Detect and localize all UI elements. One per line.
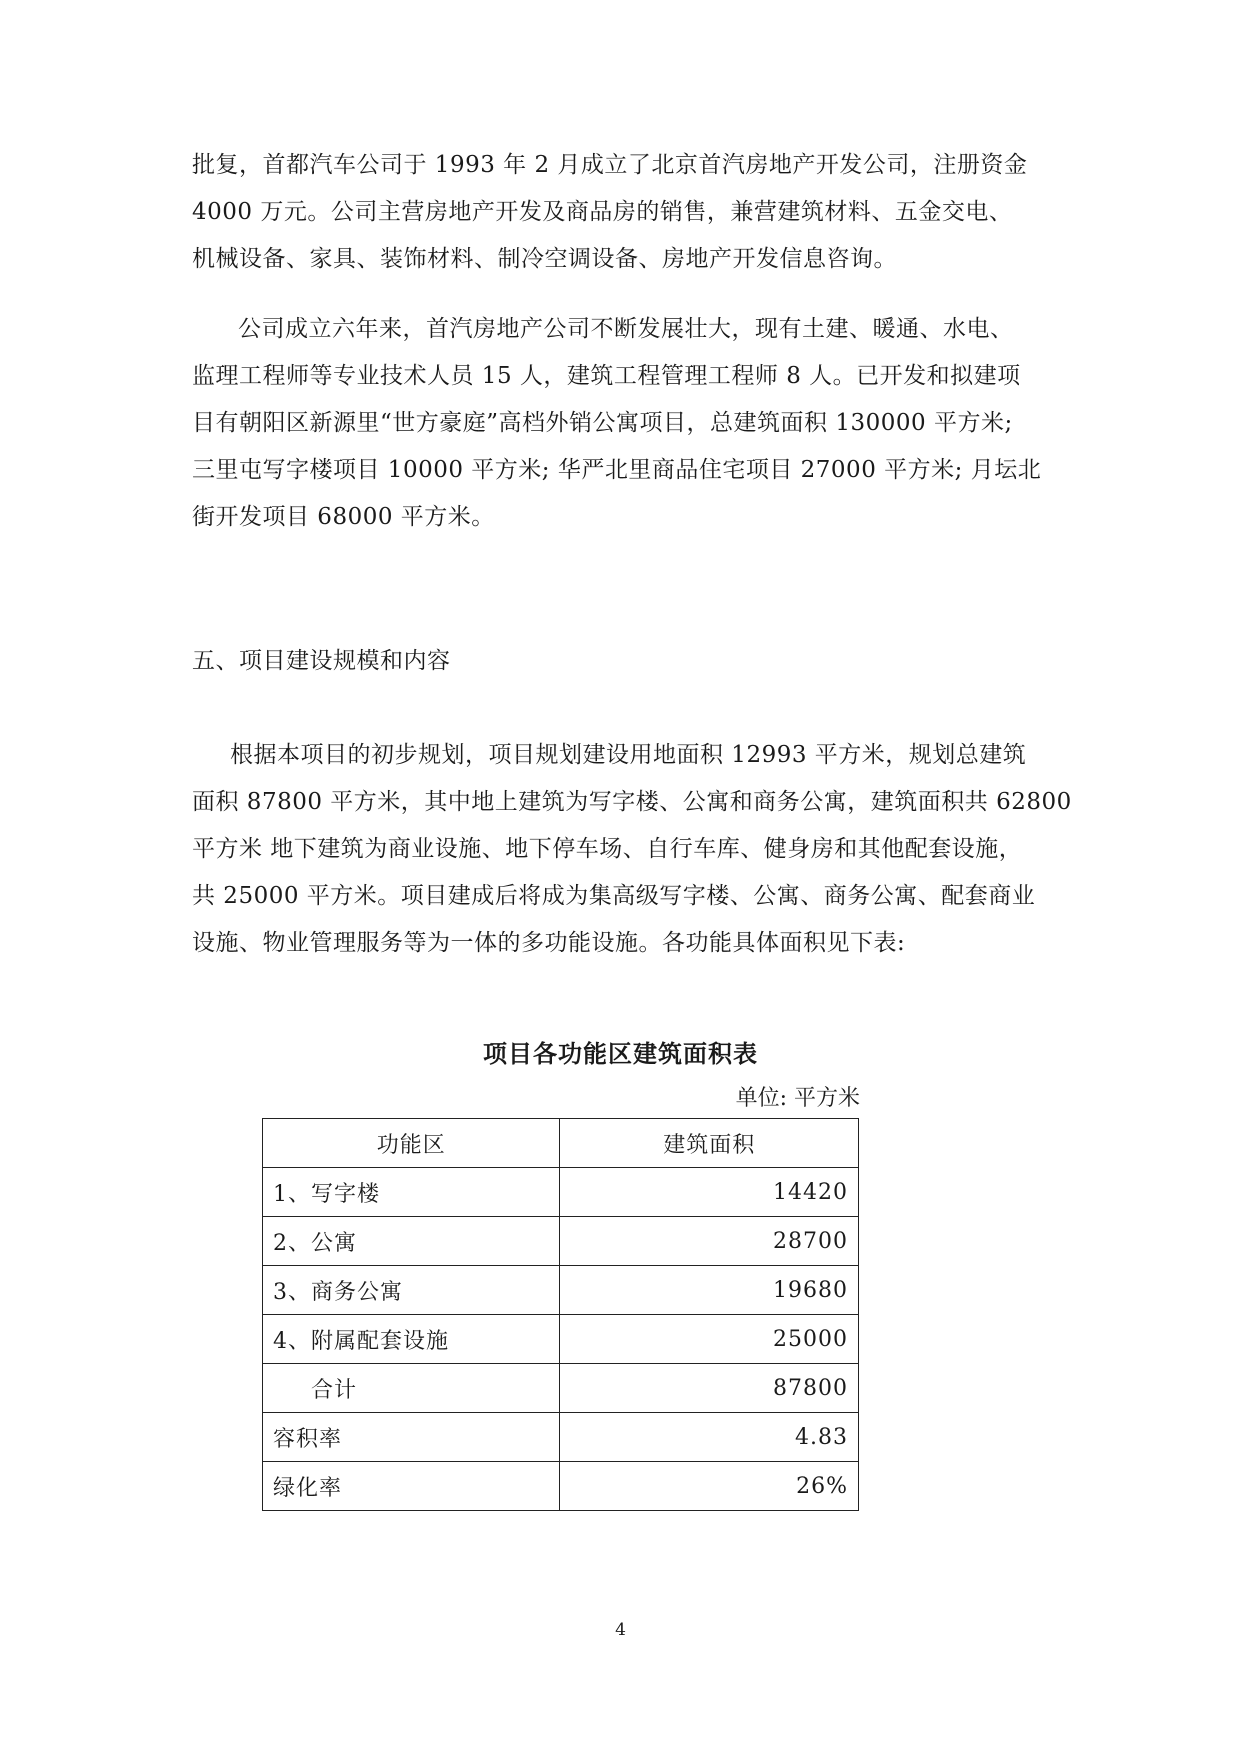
text-line: 监理工程师等专业技术人员 15 人，建筑工程管理工程师 8 人。已开发和拟建项	[192, 363, 1021, 389]
paragraph-project-scale	[192, 732, 1072, 967]
text-line: 根据本项目的初步规划，项目规划建设用地面积 12993 平方米，规划总建筑	[230, 742, 1027, 768]
row-label: 1、写字楼	[263, 1168, 560, 1217]
text-line: 共 25000 平方米。项目建成后将成为集高级写字楼、公寓、商务公寓、配套商业	[192, 883, 1036, 909]
row-value: 28700	[560, 1217, 859, 1266]
row-value: 25000	[560, 1315, 859, 1364]
table-row	[263, 1462, 859, 1511]
row-label: 4、附属配套设施	[263, 1315, 560, 1364]
section-heading: 五、项目建设规模和内容	[192, 648, 451, 674]
table-row	[263, 1168, 859, 1217]
header-function-area: 功能区	[263, 1119, 560, 1168]
table-header-row	[263, 1119, 859, 1168]
row-label: 2、公寓	[263, 1217, 560, 1266]
row-value: 4.83	[560, 1413, 859, 1462]
table-row-total	[263, 1364, 859, 1413]
row-label: 合计	[263, 1364, 560, 1413]
text-line: 平方米 地下建筑为商业设施、地下停车场、自行车库、健身房和其他配套设施，	[192, 836, 1023, 862]
text-line: 面积 87800 平方米，其中地上建筑为写字楼、公寓和商务公寓，建筑面积共 62800	[192, 789, 1072, 815]
table-row	[263, 1413, 859, 1462]
paragraph-company-development	[192, 306, 1052, 541]
text-line: 三里屯写字楼项目 10000 平方米; 华严北里商品住宅项目 27000 平方米; 月坛北	[192, 457, 1042, 483]
table-unit: 单位: 平方米	[735, 1086, 860, 1111]
row-label: 3、商务公寓	[263, 1266, 560, 1315]
row-value: 87800	[560, 1364, 859, 1413]
text-line: 目有朝阳区新源里“世方豪庭”高档外销公寓项目，总建筑面积 130000 平方米;	[192, 410, 1013, 436]
row-label: 绿化率	[263, 1462, 560, 1511]
table-title: 项目各功能区建筑面积表	[483, 1039, 758, 1068]
header-building-area: 建筑面积	[560, 1119, 859, 1168]
row-label: 容积率	[263, 1413, 560, 1462]
text-line: 公司成立六年来，首汽房地产公司不断发展壮大，现有土建、暖通、水电、	[238, 316, 1014, 342]
table-row	[263, 1315, 859, 1364]
paragraph-company-background	[192, 142, 1052, 283]
text-line: 街开发项目 68000 平方米。	[192, 504, 495, 530]
row-value: 14420	[560, 1168, 859, 1217]
table-row	[263, 1217, 859, 1266]
area-table	[262, 1118, 859, 1511]
text-line: 机械设备、家具、装饰材料、制冷空调设备、房地产开发信息咨询。	[192, 246, 897, 272]
row-value: 26%	[560, 1462, 859, 1511]
text-line: 4000 万元。公司主营房地产开发及商品房的销售，兼营建筑材料、五金交电、	[192, 199, 1013, 225]
table-row	[263, 1266, 859, 1315]
text-line: 设施、物业管理服务等为一体的多功能设施。各功能具体面积见下表:	[192, 930, 906, 956]
page-number: 4	[615, 1620, 626, 1640]
text-line: 批复，首都汽车公司于 1993 年 2 月成立了北京首汽房地产开发公司，注册资金	[192, 152, 1028, 178]
row-value: 19680	[560, 1266, 859, 1315]
